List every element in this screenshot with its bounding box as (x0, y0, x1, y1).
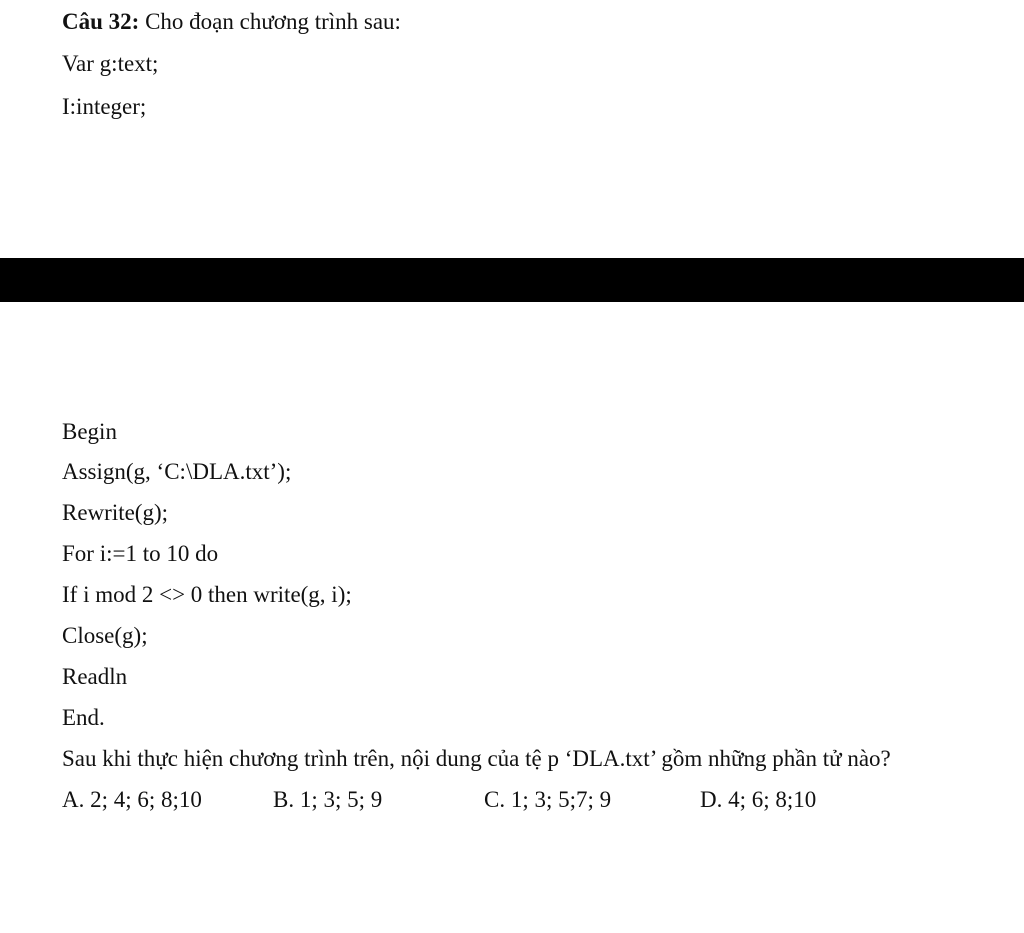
question-header (62, 8, 401, 36)
question-ask: Sau khi thực hiện chương trình trên, nội dung của tệ p ‘DLA.txt’ gồm những phần tử nào? (62, 746, 891, 771)
code-line-integer: I:integer; (62, 94, 147, 119)
code-line-if: If i mod 2 <> 0 then write(g, i); (62, 582, 352, 607)
question-prompt: Cho đoạn chương trình sau: (145, 9, 401, 34)
code-line-rewrite: Rewrite(g); (62, 500, 169, 525)
option-c: C. 1; 3; 5;7; 9 (484, 787, 612, 812)
code-line-assign: Assign(g, ‘C:\DLA.txt’); (62, 459, 292, 484)
redaction-bar (0, 258, 1024, 302)
option-b: B. 1; 3; 5; 9 (273, 787, 383, 812)
code-line-end: End. (62, 705, 105, 730)
code-line-var: Var g:text; (62, 51, 159, 76)
question-number: Câu 32: (62, 9, 140, 34)
code-line-for: For i:=1 to 10 do (62, 541, 219, 566)
code-line-begin: Begin (62, 419, 117, 444)
option-d: D. 4; 6; 8;10 (700, 787, 817, 812)
code-line-close: Close(g); (62, 623, 148, 648)
code-line-readln: Readln (62, 664, 128, 689)
option-a: A. 2; 4; 6; 8;10 (62, 787, 202, 812)
